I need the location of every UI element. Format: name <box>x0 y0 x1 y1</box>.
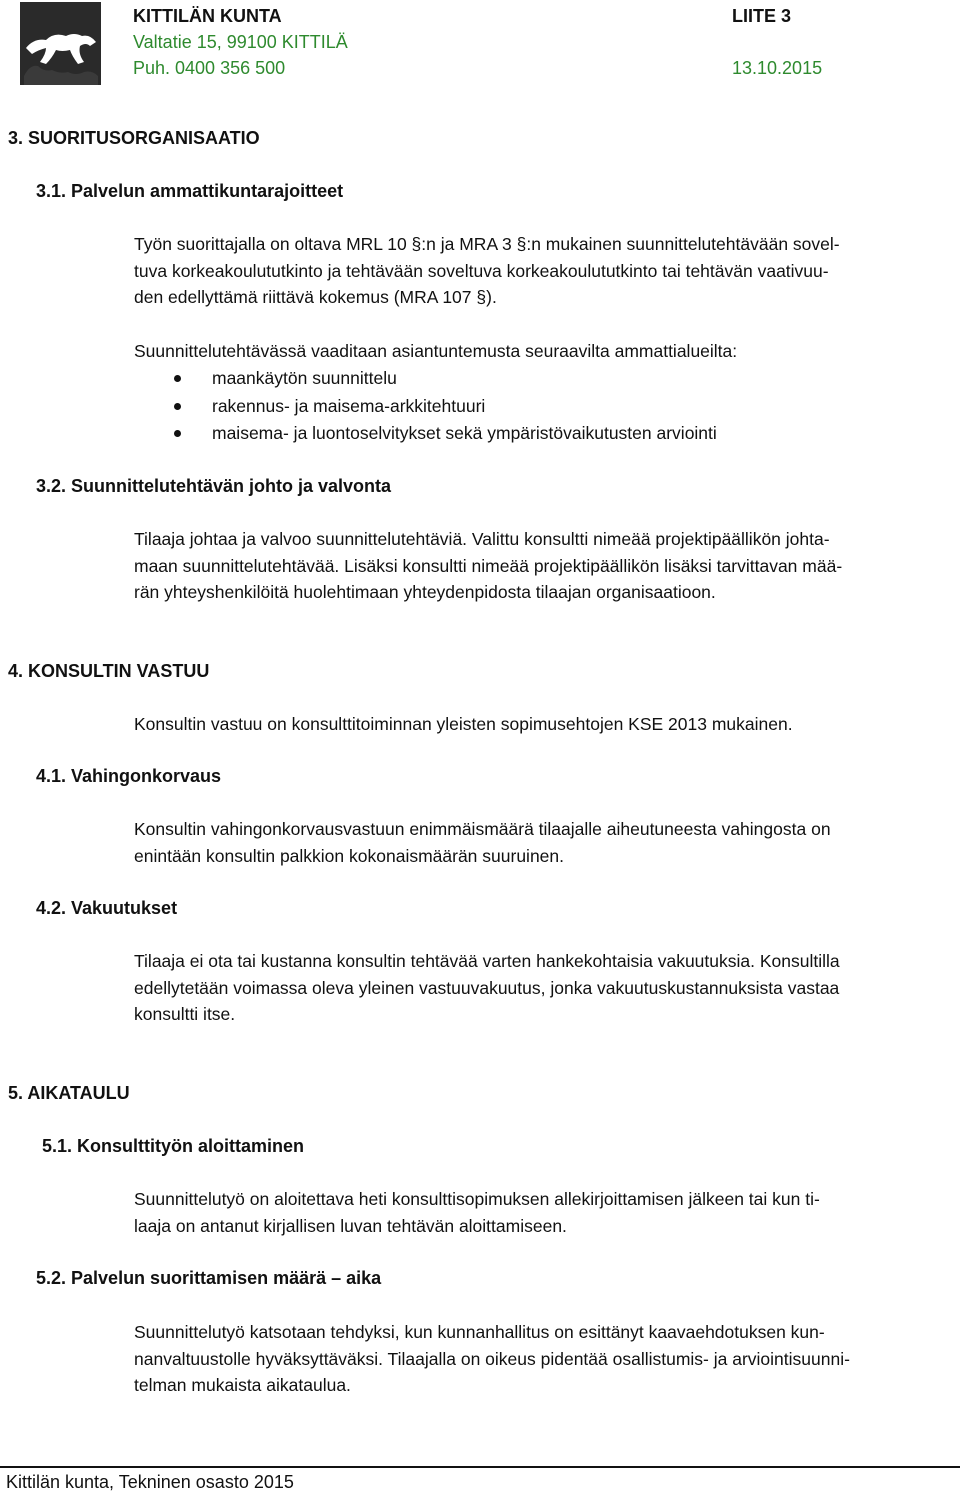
section-4-2-paragraph: Tilaaja ei ota tai kustanna konsultin tehtävää varten hankekohtaisia vakuutuksia. Konsultilla edellytetään voimassa oleva yleinen vastuuvakuutus, jonka vakuutuskustannuksista vastaa konsultti itse. <box>134 951 840 1024</box>
section-4-1-title: 4.1. Vahingonkorvaus <box>36 766 222 786</box>
section-3-2-paragraph: Tilaaja johtaa ja valvoo suunnittelutehtäviä. Valittu konsultti nimeää projektipäällikön johta- maan suunnittelutehtävää. Lisäksi konsultti nimeää projektipäällikön lisäksi tarvittavan mää- rän yhteyshenkilöitä huolehtimaan yhteydenpidosta tilaajan organisaatioon. <box>134 529 843 602</box>
section-4-paragraph: Konsultin vastuu on konsulttitoiminnan yleisten sopimusehtojen KSE 2013 mukainen. <box>134 714 793 734</box>
section-3-1-title: 3.1. Palvelun ammattikuntarajoitteet <box>36 181 344 201</box>
section-5-1-paragraph: Suunnittelutyö on aloitettava heti konsulttisopimuksen allekirjoittamisen jälkeen tai kun ti- laaja on antanut kirjallisen luvan tehtävän aloittamiseen. <box>134 1189 820 1236</box>
section-4-2-title: 4.2. Vakuutukset <box>36 898 178 918</box>
footer-text: Kittilän kunta, Tekninen osasto 2015 <box>6 1472 294 1492</box>
section-3-1-paragraph-2: Suunnittelutehtävässä vaaditaan asiantuntemusta seuraavilta ammattialueilta: <box>134 341 738 361</box>
section-5-title: 5. AIKATAULU <box>8 1083 130 1103</box>
competence-areas-list <box>134 365 934 448</box>
section-3-1-paragraph-1: Työn suorittajalla on oltava MRL 10 §:n ja MRA 3 §:n mukainen suunnittelutehtävään sovel- tuva korkeakoulututkinto ja tehtävään soveltuva korkeakoulututkinto tai tehtävän vaativuu- den edellyttämä riittävä kokemus (MRA 107 §). <box>134 234 840 307</box>
section-3-2-title: 3.2. Suunnittelutehtävän johto ja valvonta <box>36 476 392 496</box>
list-item: maisema- ja luontoselvitykset sekä ympäristövaikutusten arviointi <box>134 420 934 448</box>
list-item: maankäytön suunnittelu <box>134 365 934 393</box>
list-item: rakennus- ja maisema-arkkitehtuuri <box>134 393 934 421</box>
org-phone: Puh. 0400 356 500 <box>133 58 286 78</box>
section-3-title: 3. SUORITUSORGANISAATIO <box>8 128 260 148</box>
bullet-icon <box>174 403 181 410</box>
section-4-1-paragraph: Konsultin vahingonkorvausvastuun enimmäismäärä tilaajalle aiheutuneesta vahingosta on enintään konsultin palkkion kokonaismäärän suuruinen. <box>134 819 831 866</box>
section-5-2-paragraph: Suunnittelutyö katsotaan tehdyksi, kun kunnanhallitus on esittänyt kaavaehdotuksen kun- nanvaltuustolle hyväksyttäväksi. Tilaajalla on oikeus pidentää osallistumis- ja arviointisuunni- telman mukaista aikataulua. <box>134 1322 850 1395</box>
bullet-icon <box>174 430 181 437</box>
footer-divider <box>0 1466 960 1468</box>
bullet-icon <box>174 375 181 382</box>
document-date: 13.10.2015 <box>732 58 823 78</box>
org-address: Valtatie 15, 99100 KITTILÄ <box>133 32 348 52</box>
org-name: KITTILÄN KUNTA <box>133 6 282 26</box>
attachment-label: LIITE 3 <box>732 6 792 26</box>
section-5-1-title: 5.1. Konsulttityön aloittaminen <box>42 1136 305 1156</box>
section-5-2-title: 5.2. Palvelun suorittamisen määrä – aika <box>36 1268 382 1288</box>
section-4-title: 4. KONSULTIN VASTUU <box>8 661 210 681</box>
kittila-coat-of-arms-icon <box>20 2 101 85</box>
